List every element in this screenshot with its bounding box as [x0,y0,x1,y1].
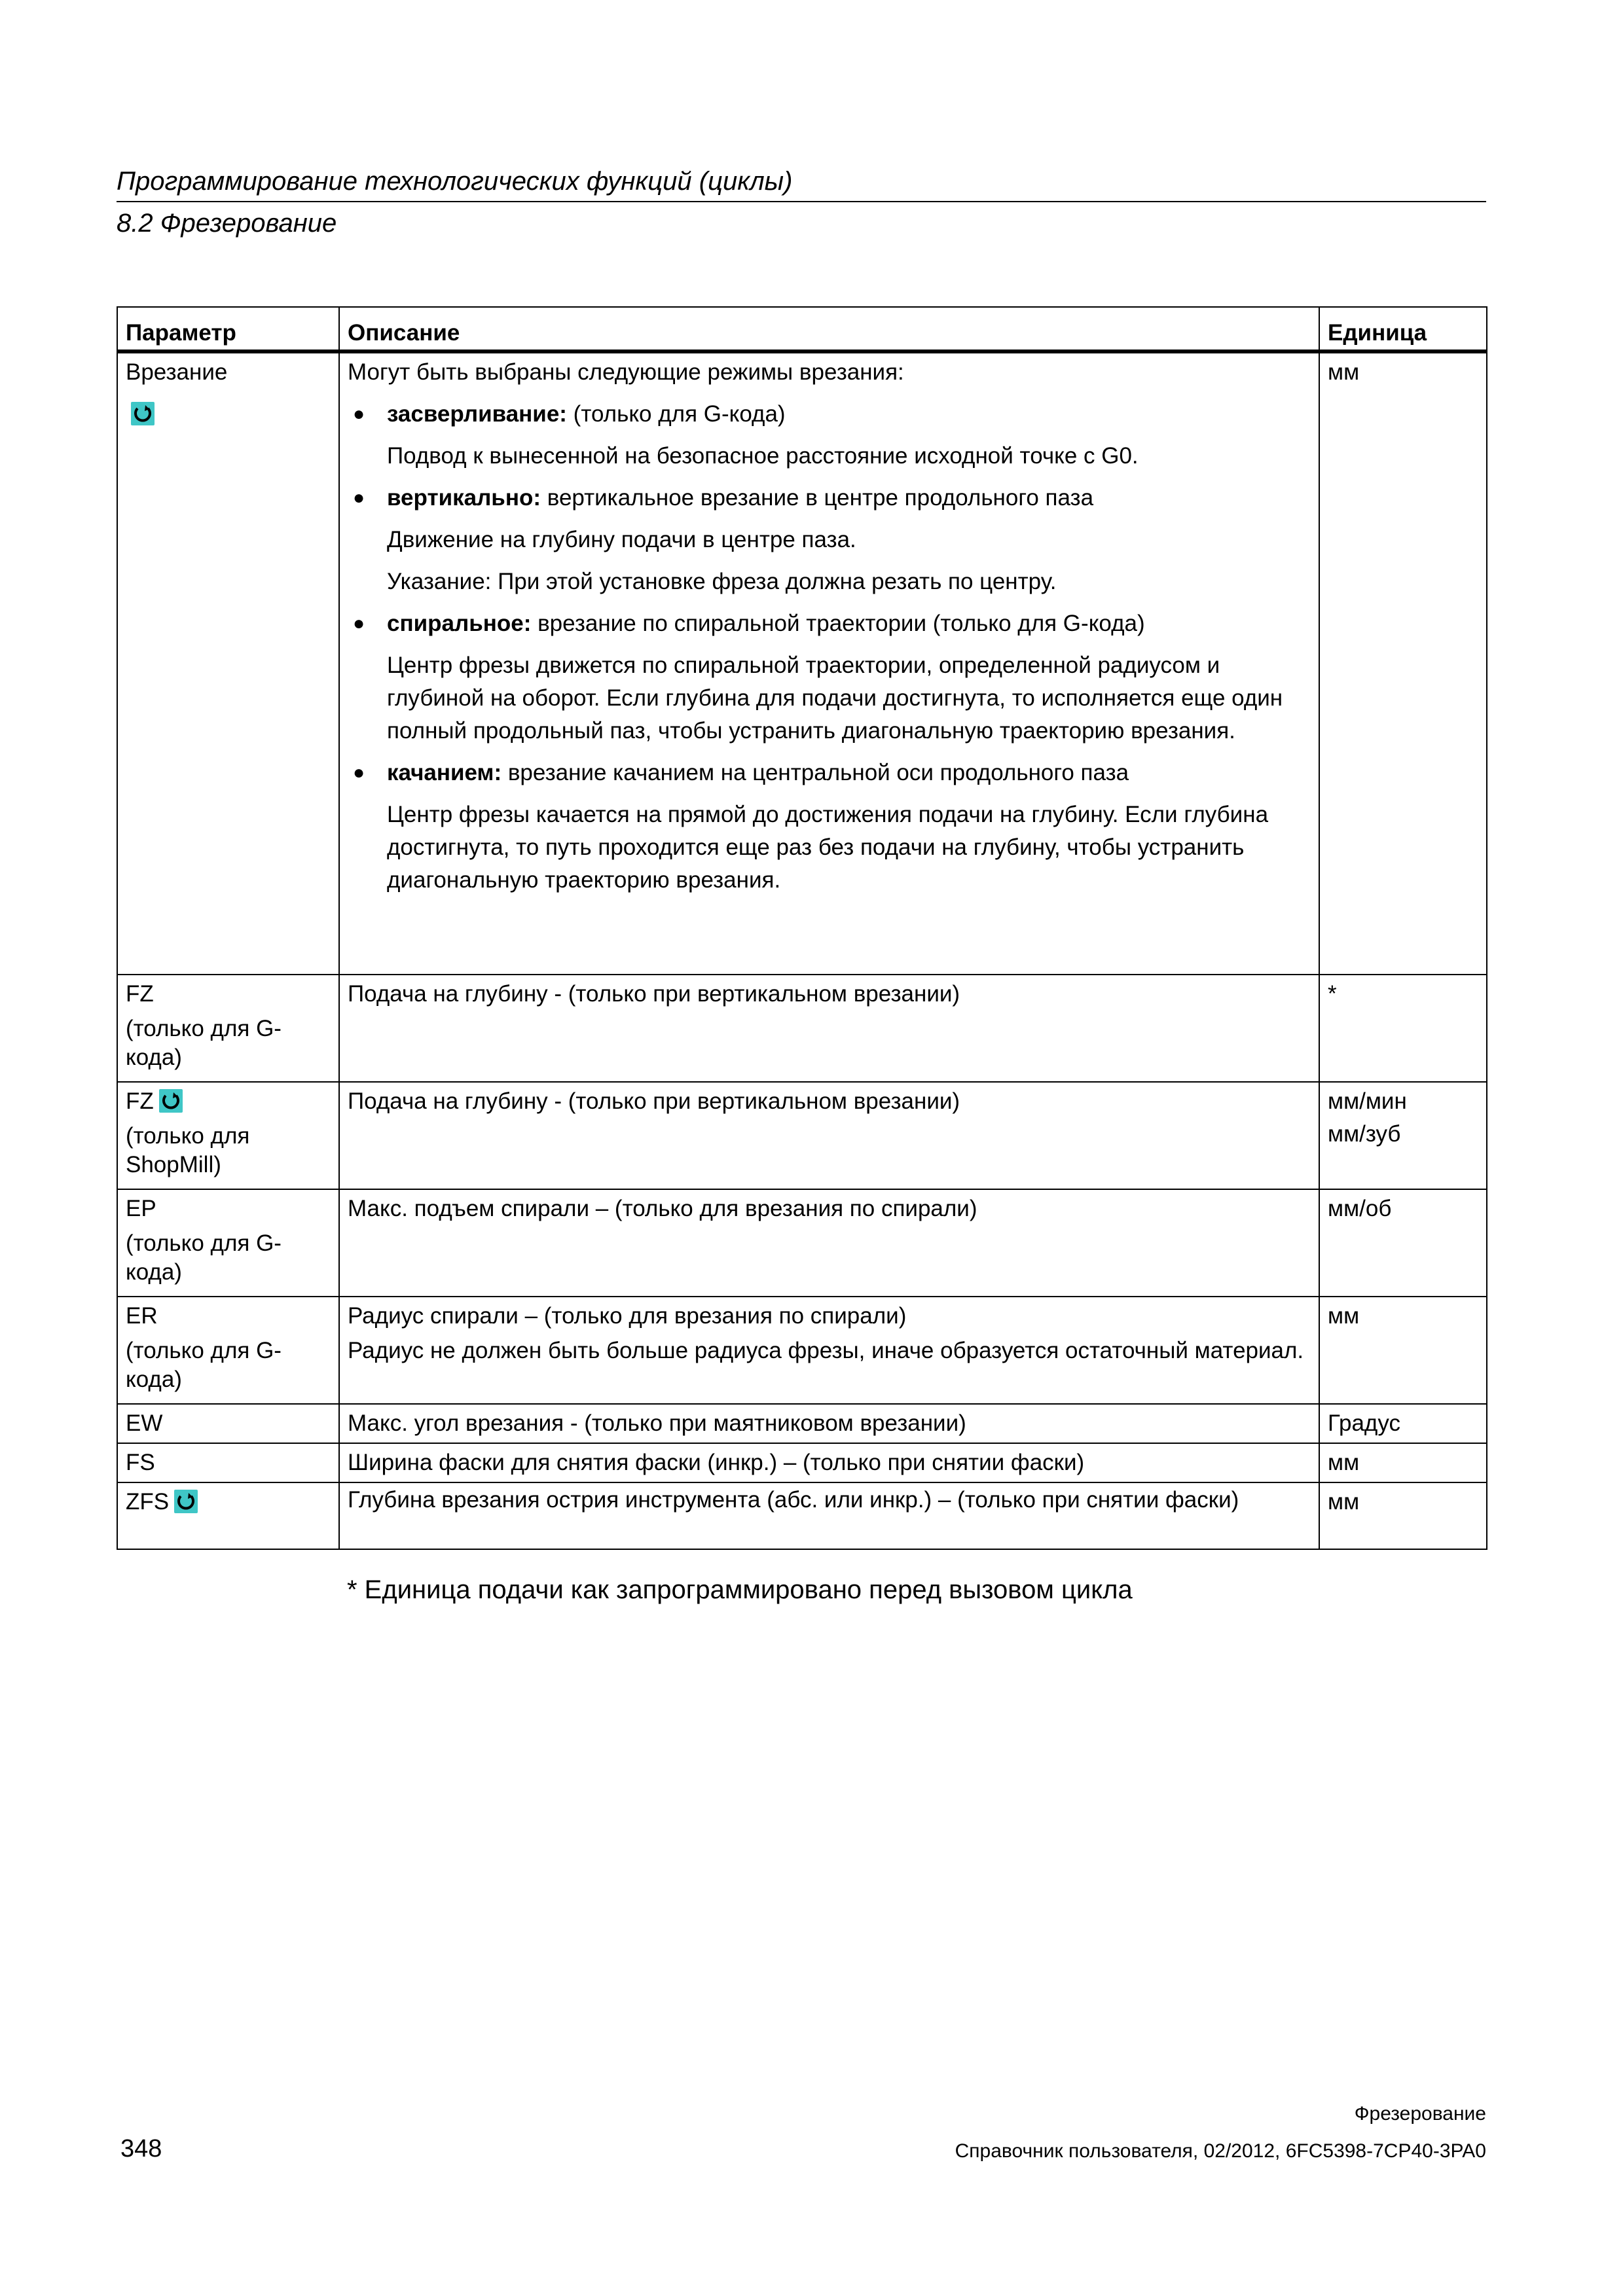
mode-term: спиральное: [387,611,532,636]
unit-value: мм/мин [1328,1088,1407,1114]
toggle-icon [159,1089,183,1113]
unit-cell: мм [1319,1297,1487,1404]
footer-chapter: Фрезерование [1354,2103,1486,2125]
table-row [117,351,1487,975]
table-header-row [117,307,1487,351]
chapter-title: Программирование технологических функций (циклы) [117,167,793,196]
description-line: Радиус не должен быть больше радиуса фрезы, иначе образуется остаточный материал. [348,1338,1304,1363]
mode-text: врезание качанием на центральной оси продольного паза [501,760,1129,785]
list-item [348,398,1311,431]
param-cell [117,351,339,975]
param-note: (только для G-кода) [126,1016,282,1070]
mode-text: вертикальное врезание в центре продольного паза [541,485,1094,511]
toggle-icon [174,1490,198,1513]
bullet-icon: ● [353,487,365,509]
mode-term: вертикально: [387,485,541,511]
description-cell: Подача на глубину - (только при вертикальном врезании) [339,975,1319,1082]
unit-cell: * [1319,975,1487,1082]
param-note: (только для G-кода) [126,1230,282,1285]
unit-cell: мм/об [1319,1189,1487,1297]
description-intro: Могут быть выбраны следующие режимы врезания: [348,359,904,385]
bullet-icon: ● [353,613,365,634]
column-header-unit: Единица [1319,307,1487,351]
mode-detail: Движение на глубину подачи в центре паза. [387,527,856,552]
unit-cell: Градус [1319,1404,1487,1443]
section-title: 8.2 Фрезерование [117,209,337,238]
unit-cell [1319,1082,1487,1189]
param-cell [117,1297,339,1404]
unit-value: мм/зуб [1328,1121,1401,1147]
header-rule [117,201,1486,202]
bullet-icon: ● [353,762,365,783]
table-row [117,1482,1487,1549]
param-name: FZ [126,981,154,1007]
footnote: * Единица подачи как запрограммировано перед вызовом цикла [347,1575,1133,1604]
description-cell: Макс. подъем спирали – (только для врезания по спирали) [339,1189,1319,1297]
column-header-description: Описание [339,307,1319,351]
mode-term: качанием: [387,760,502,785]
toggle-icon [131,402,155,425]
parameter-table [117,306,1487,1550]
param-cell [117,1482,339,1549]
param-name: EP [126,1196,156,1221]
description-cell: Макс. угол врезания - (только при маятниковом врезании) [339,1404,1319,1443]
param-cell: EW [117,1404,339,1443]
param-name: FZ [126,1088,154,1114]
mode-detail: Подвод к вынесенной на безопасное расстояние исходной точке с G0. [387,443,1139,469]
description-cell: Глубина врезания острия инструмента (абс. или инкр.) – (только при снятии фаски) [339,1482,1319,1549]
mode-text: (только для G-кода) [566,401,786,427]
table-row [117,1297,1487,1404]
unit-cell: мм [1319,1443,1487,1482]
page-number: 348 [120,2135,162,2162]
param-name: ZFS [126,1489,170,1515]
table-row [117,975,1487,1082]
param-name: Врезание [126,359,228,385]
description-line: Радиус спирали – (только для врезания по спирали) [348,1303,907,1329]
description-cell [339,1297,1319,1404]
param-name-with-icon [126,1085,331,1118]
description-cell [339,351,1319,975]
list-item [348,757,1311,789]
table-row [117,1082,1487,1189]
param-cell: FS [117,1443,339,1482]
param-name: ER [126,1303,158,1329]
param-cell [117,1189,339,1297]
footer-manual: Справочник пользователя, 02/2012, 6FC5398-7CP40-3PA0 [955,2140,1486,2162]
unit-cell: мм [1319,1482,1487,1549]
param-cell [117,975,339,1082]
unit-cell: мм [1319,351,1487,975]
param-cell [117,1082,339,1189]
mode-detail: Центр фрезы движется по спиральной траектории, определенной радиусом и глубиной на оборот. Если глубина для подачи достигнута, то исполняется еще один полный продольный паз, чтобы устранить диагональную траекторию врезания. [387,653,1283,744]
list-item [348,607,1311,640]
table-row [117,1189,1487,1297]
param-note: (только для ShopMill) [126,1123,250,1177]
table-row [117,1443,1487,1482]
description-cell: Ширина фаски для снятия фаски (инкр.) – (только при снятии фаски) [339,1443,1319,1482]
column-header-param: Параметр [117,307,339,351]
bullet-icon: ● [353,403,365,425]
table-row [117,1404,1487,1443]
list-item [348,482,1311,514]
mode-detail: Указание: При этой установке фреза должна резать по центру. [387,569,1057,594]
mode-detail: Центр фрезы качается на прямой до достижения подачи на глубину. Если глубина достигнута, то путь проходится еще раз без подачи на глубину, чтобы устранить диагональную траекторию врезания. [387,802,1269,893]
mode-text: врезание по спиральной траектории (только для G-кода) [531,611,1145,636]
mode-term: засверливание: [387,401,567,427]
description-cell: Подача на глубину - (только при вертикальном врезании) [339,1082,1319,1189]
param-note: (только для G-кода) [126,1338,282,1392]
